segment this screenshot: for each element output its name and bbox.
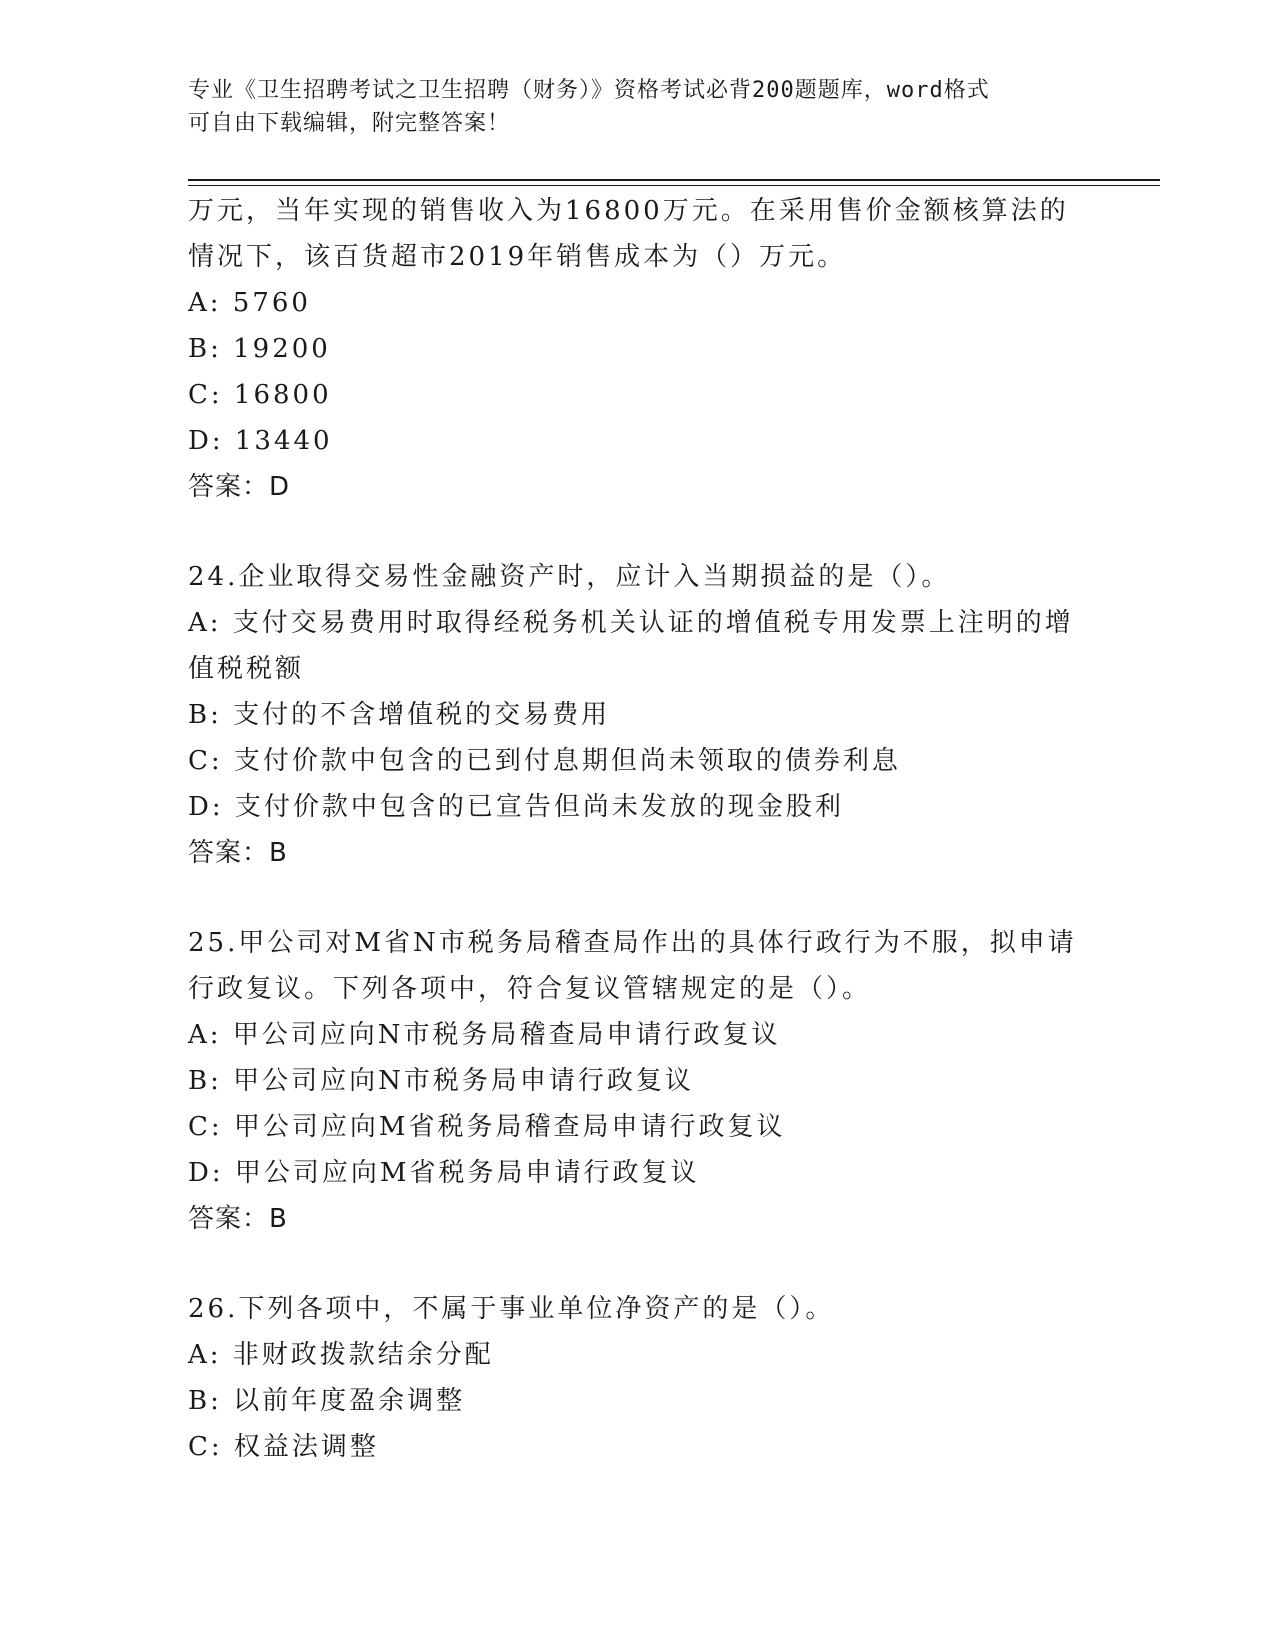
question-text: 万元，当年实现的销售收入为16800万元。在采用售价金额核算法的 [188, 196, 1069, 226]
option-a: A: 支付交易费用时取得经税务机关认证的增值税专用发票上注明的增 [188, 608, 1074, 638]
option-c: C: 甲公司应向M省税务局稽查局申请行政复议 [188, 1112, 786, 1142]
document-header [188, 74, 1088, 140]
answer-label: 答案：B [188, 1204, 288, 1234]
option-b: B: 19200 [188, 334, 331, 364]
header-line-1: 专业《卫生招聘考试之卫生招聘（财务）》资格考试必背200题题库，word格式 [188, 78, 990, 103]
question-text: 24.企业取得交易性金融资产时，应计入当期损益的是（）。 [188, 562, 951, 592]
option-d: D: 支付价款中包含的已宣告但尚未发放的现金股利 [188, 792, 844, 822]
answer-label: 答案：D [188, 472, 291, 502]
option-b: B: 以前年度盈余调整 [188, 1386, 466, 1416]
option-a: A: 5760 [188, 288, 311, 318]
question-text: 26.下列各项中，不属于事业单位净资产的是（）。 [188, 1294, 835, 1324]
option-b: B: 支付的不含增值税的交易费用 [188, 700, 611, 730]
header-line-2: 可自由下载编辑，附完整答案！ [188, 111, 511, 136]
option-b: B: 甲公司应向N市税务局申请行政复议 [188, 1066, 694, 1096]
option-c: C: 16800 [188, 380, 332, 410]
question-24 [188, 554, 1088, 876]
question-26 [188, 1286, 1088, 1470]
option-a: A: 甲公司应向N市税务局稽查局申请行政复议 [188, 1020, 781, 1050]
option-d: D: 13440 [188, 426, 333, 456]
option-c: C: 支付价款中包含的已到付息期但尚未领取的债券利息 [188, 746, 901, 776]
question-25 [188, 920, 1088, 1242]
header-divider-thin [188, 185, 1160, 186]
option-a: A: 非财政拨款结余分配 [188, 1340, 494, 1370]
answer-label: 答案：B [188, 838, 288, 868]
header-divider-thick [188, 179, 1160, 181]
option-a-continued: 值税税额 [188, 654, 305, 684]
question-text: 行政复议。下列各项中，符合复议管辖规定的是（）。 [188, 974, 872, 1004]
question-list [188, 188, 1088, 1470]
option-d: D: 甲公司应向M省税务局申请行政复议 [188, 1158, 700, 1188]
option-c: C: 权益法调整 [188, 1432, 379, 1462]
question-23-continued [188, 188, 1088, 510]
question-text: 情况下，该百货超市2019年销售成本为（）万元。 [188, 242, 847, 272]
question-text: 25.甲公司对M省N市税务局稽查局作出的具体行政行为不服，拟申请 [188, 928, 1077, 958]
